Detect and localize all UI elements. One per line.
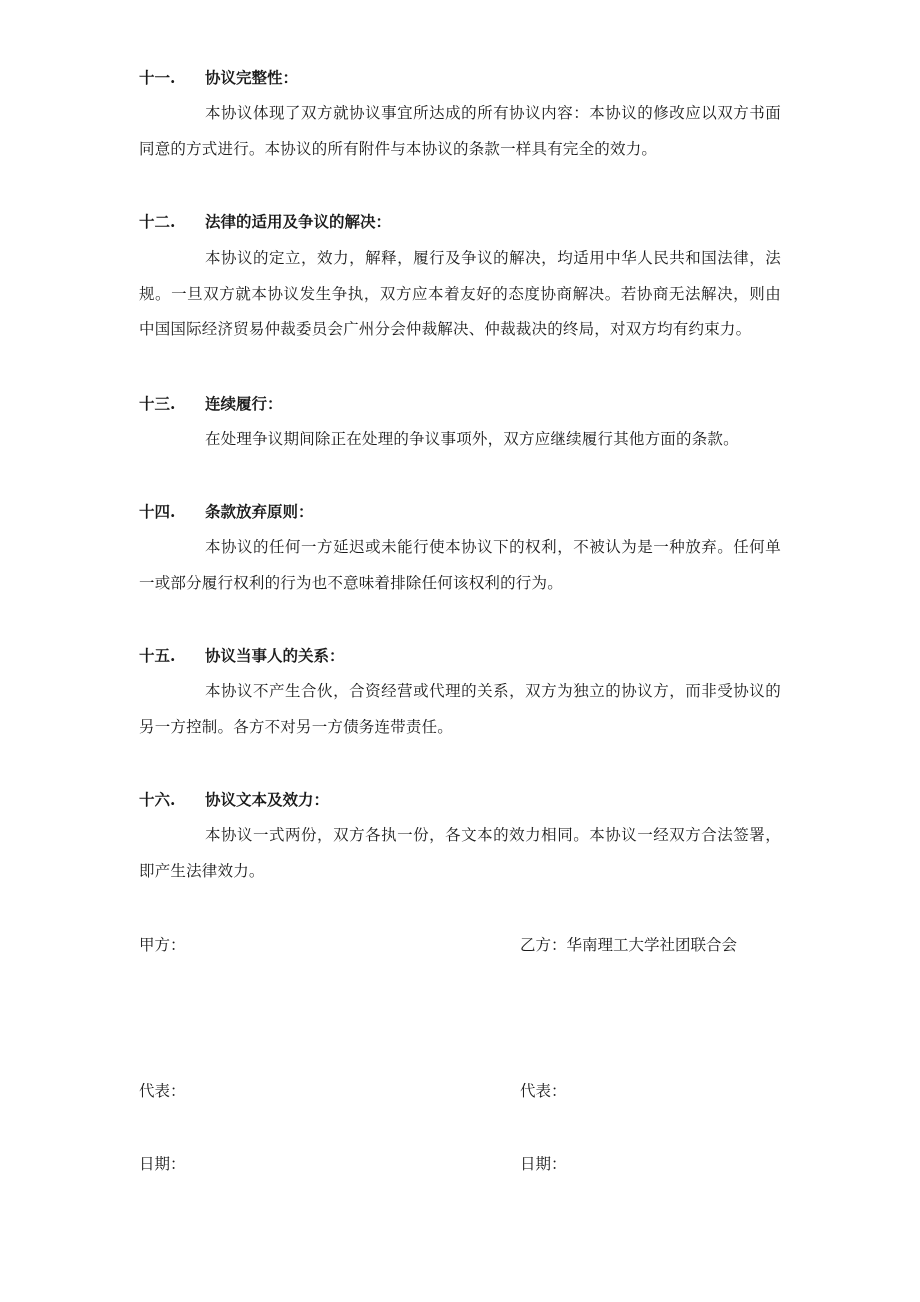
section-number: 十五. xyxy=(139,646,176,665)
section-body: 本协议体现了双方就协议事宜所达成的所有协议内容：本协议的修改应以双方书面同意的方式进行。本协议的所有附件与本协议的条款一样具有完全的效力。 xyxy=(139,104,781,158)
section-title: 法律的适用及争议的解决： xyxy=(205,212,392,231)
section-body: 本协议不产生合伙，合资经营或代理的关系，双方为独立的协议方，而非受协议的另一方控制。各方不对另一方债务连带责任。 xyxy=(139,682,781,736)
section-body: 本协议的定立，效力，解释，履行及争议的解决，均适用中华人民共和国法律，法规。一旦双方就本协议发生争执，双方应本着友好的态度协商解决。若协商无法解决，则由中国国际经济贸易仲裁委员会广州分会仲裁解决、仲裁裁决的终局，对双方均有约束力。 xyxy=(139,249,781,338)
representative-a-label: 代表： xyxy=(139,1082,186,1100)
section-heading xyxy=(139,67,298,89)
section-title: 协议当事人的关系： xyxy=(205,646,345,665)
party-b-label: 乙方：华南理工大学社团联合会 xyxy=(520,936,738,954)
section-heading xyxy=(139,789,329,811)
section-body: 在处理争议期间除正在处理的争议事项外，双方应继续履行其他方面的条款。 xyxy=(205,430,739,448)
section-number: 十四. xyxy=(139,502,176,521)
section-body: 本协议的任何一方延迟或未能行使本协议下的权利，不被认为是一种放弃。任何单一或部分履行权利的行为也不意味着排除任何该权利的行为。 xyxy=(139,538,781,592)
representative-b-label: 代表： xyxy=(520,1082,567,1100)
section-title: 条款放弃原则： xyxy=(205,502,314,521)
section-heading xyxy=(139,645,345,667)
section-title: 协议文本及效力： xyxy=(205,790,330,809)
section-heading xyxy=(139,501,314,523)
section-number: 十二. xyxy=(139,212,176,231)
section-number: 十三. xyxy=(139,394,176,413)
date-b-label: 日期： xyxy=(520,1155,567,1173)
section-heading xyxy=(139,211,391,233)
party-a-label: 甲方： xyxy=(139,936,186,954)
section-title: 连续履行： xyxy=(205,394,283,413)
date-a-label: 日期： xyxy=(139,1155,186,1173)
section-number: 十一. xyxy=(139,68,176,87)
section-number: 十六. xyxy=(139,790,176,809)
section-body: 本协议一式两份，双方各执一份，各文本的效力相同。本协议一经双方合法签署，即产生法律效力。 xyxy=(139,826,781,880)
section-heading xyxy=(139,393,283,415)
section-title: 协议完整性： xyxy=(205,68,299,87)
